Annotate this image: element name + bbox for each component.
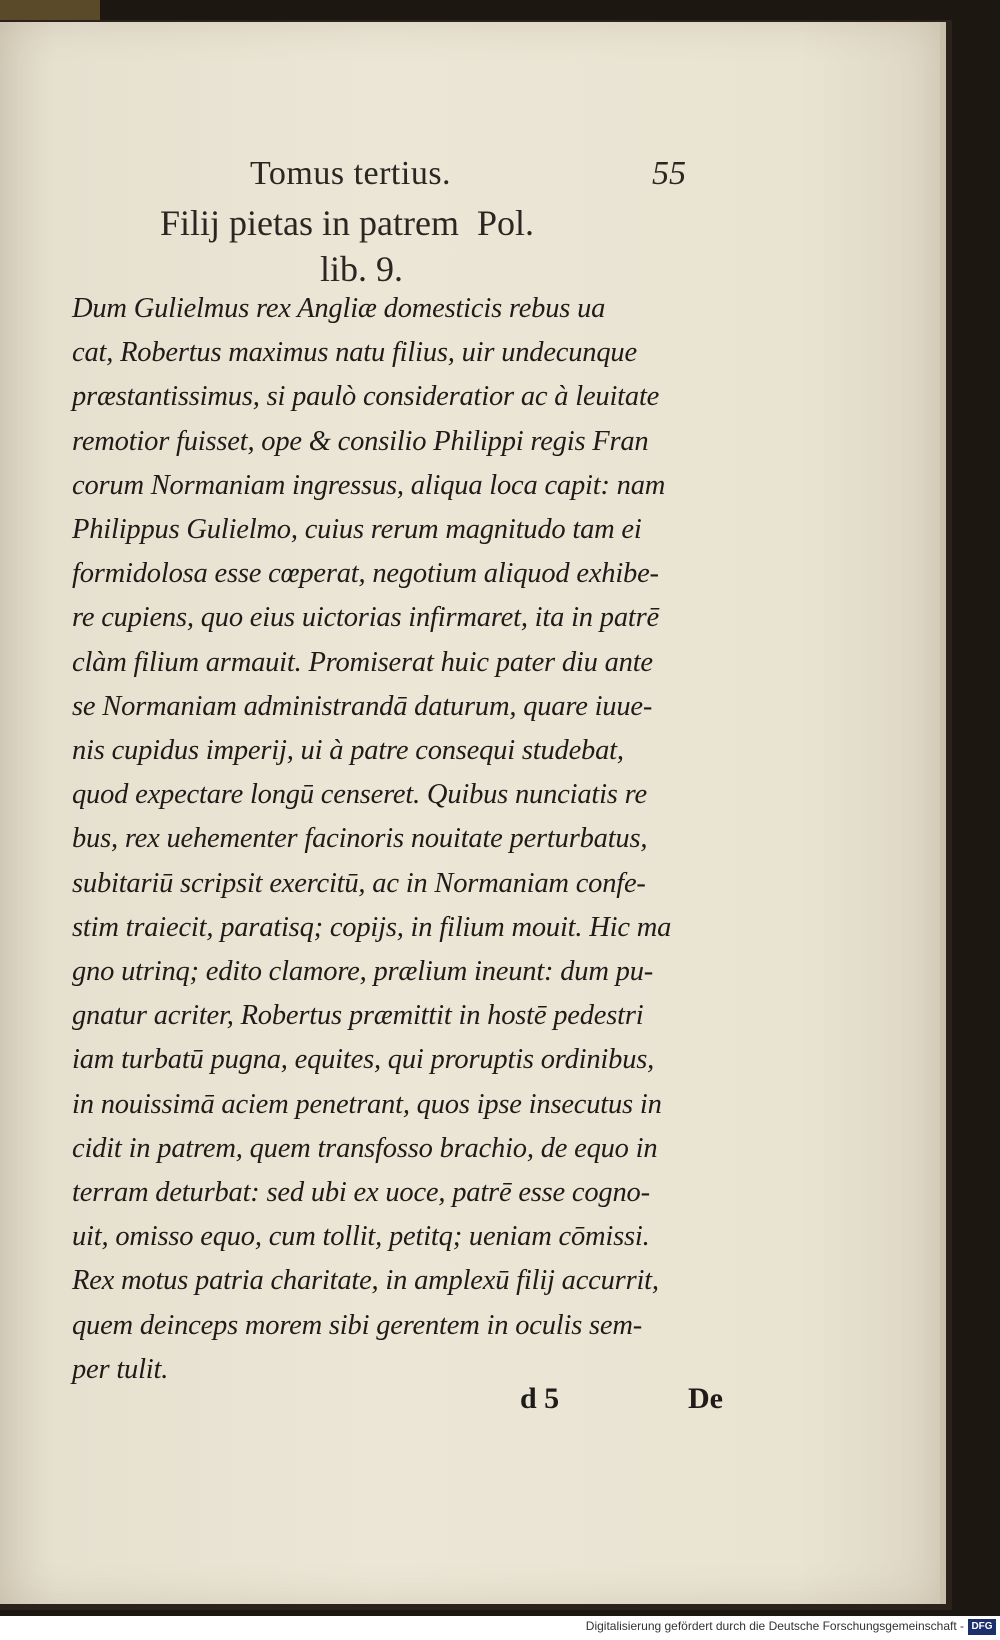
body-line: Dum Gulielmus rex Angliæ domesticis rebus ua (72, 293, 606, 324)
running-title: Tomus tertius. (250, 155, 452, 192)
body-line: gno utrinq; edito clamore, prælium ineunt: dum pu- (72, 956, 654, 988)
body-line: corum Normaniam ingressus, aliqua loca capit: nam (72, 469, 666, 501)
body-line: formidolosa esse cœperat, negotium aliquod exhibe- (72, 558, 659, 590)
running-head (250, 155, 730, 195)
body-line: subitariū scripsit exercitū, ac in Normaniam confe- (72, 867, 646, 899)
body-line: cidit in patrem, quem transfosso brachio, de equo in (72, 1132, 658, 1164)
signature-mark: d 5 (520, 1382, 560, 1415)
body-line: præstantissimus, si paulò consideratior ac à leuitate (72, 381, 660, 413)
body-line: clàm filium armauit. Promiserat huic pater diu ante (72, 646, 653, 678)
body-line: bus, rex uehementer facinoris nouitate perturbatus, (72, 823, 648, 855)
body-line: re cupiens, quo eius uictorias infirmaret, ita in patrē (72, 602, 659, 634)
body-line: gnatur acriter, Robertus præmittit in hostē pedestri (72, 1000, 644, 1032)
heading-line-1: Filij pietas in patrem Pol. (160, 203, 534, 243)
heading-line-2: lib. 9. (320, 249, 404, 289)
body-line: stim traiecit, paratisq; copijs, in filium mouit. Hic ma (72, 911, 672, 943)
body-line: quod expectare longū censeret. Quibus nunciatis re (72, 779, 647, 811)
section-heading (160, 200, 680, 292)
footer-bar (0, 1616, 1000, 1640)
body-line: iam turbatū pugna, equites, qui proruptis ordinibus, (72, 1044, 655, 1076)
body-line: se Normaniam administrandā daturum, quare iuue- (72, 690, 653, 722)
body-line: remotior fuisset, ope & consilio Philippi regis Fran (72, 425, 649, 457)
catchword: De (688, 1382, 723, 1415)
body-line: per tulit. (72, 1353, 169, 1385)
body-line: Rex motus patria charitate, in amplexū filij accurrit, (72, 1265, 659, 1297)
book-page (0, 22, 946, 1604)
scan-corner (0, 0, 100, 20)
body-text (72, 287, 722, 1392)
body-line: nis cupidus imperij, ui à patre consequi studebat, (72, 735, 624, 767)
dfg-logo: DFG (968, 1619, 996, 1635)
body-line: cat, Robertus maximus natu filius, uir undecunque (72, 337, 637, 369)
body-line: quem deinceps morem sibi gerentem in oculis sem- (72, 1309, 643, 1341)
body-line: uit, omisso equo, cum tollit, petitq; ueniam cōmissi. (72, 1221, 650, 1253)
body-line: terram deturbat: sed ubi ex uoce, patrē esse cogno- (72, 1177, 650, 1209)
page-number: 55 (652, 155, 686, 192)
body-line: in nouissimā aciem penetrant, quos ipse insecutus in (72, 1088, 662, 1120)
footer-credit: Digitalisierung gefördert durch die Deutsche Forschungsgemeinschaft - (585, 1619, 964, 1633)
body-line: Philippus Gulielmo, cuius rerum magnitudo tam ei (72, 514, 642, 546)
